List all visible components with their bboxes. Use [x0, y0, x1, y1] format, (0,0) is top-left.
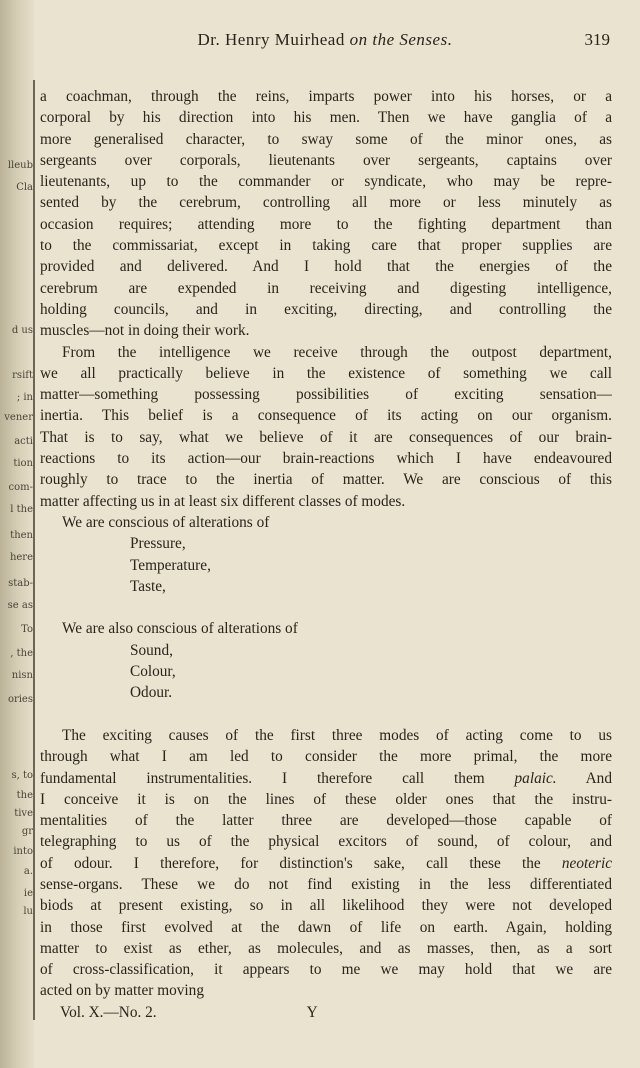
margin-note: here [9, 552, 33, 563]
text-line: more generalised character, to sway some of the minor ones, as [40, 130, 612, 148]
text-line: of odour. I therefore, for distinction's sake, call these the neoteric [40, 854, 612, 872]
text-line [40, 597, 612, 618]
running-title: Dr. Henry Muirhead on the Senses. [197, 30, 453, 49]
running-header [40, 30, 610, 54]
text-line: matter—something possessing possibilities of exciting sensation— [40, 386, 612, 404]
margin-note: lleub [7, 160, 33, 171]
margin-note: then [10, 530, 33, 541]
text-line: We are also conscious of alterations of [62, 620, 298, 638]
margin-note: stab- [8, 578, 33, 589]
text-line: Odour. [130, 684, 173, 702]
text-line: sergeants over corporals, lieutenants over sergeants, captains over [40, 151, 612, 169]
text-line: We are conscious of alterations of [62, 513, 270, 531]
text-line: corporal by his direction into his men. Then we have ganglia of a [40, 109, 612, 127]
text-line: Colour, [130, 663, 176, 681]
margin-note: se as [7, 600, 33, 611]
text-line: acted on by matter moving [40, 982, 204, 1000]
margin-note: d us [11, 325, 33, 336]
text-line: Pressure, [130, 535, 186, 553]
margin-note: To [21, 624, 33, 635]
margin-note: nisn [11, 670, 33, 681]
text-line: sense-organs. These we do not find existing in the less differentiated [40, 875, 612, 893]
binding-edge [33, 80, 35, 1020]
margin-note: the [16, 790, 33, 801]
page-body-text [40, 86, 612, 1023]
text-line: matter to exist as ether, as molecules, and as masses, then, as a sort [40, 939, 612, 957]
text-line: From the intelligence we receive through the outpost department, [62, 343, 612, 361]
margin-note: tion [13, 458, 33, 469]
text-line [40, 704, 612, 725]
text-line: in those first evolved at the dawn of life on earth. Again, holding [40, 918, 612, 936]
text-line: inertia. This belief is a consequence of its acting on our organism. [40, 407, 612, 425]
margin-note: acti [14, 436, 33, 447]
text-line: cerebrum are expended in receiving and digesting intelligence, [40, 279, 612, 297]
margin-note: tive [14, 808, 33, 819]
text-line: provided and delivered. And I hold that the energies of the [40, 258, 612, 276]
text-line: holding councils, and in exciting, directing, and controlling the [40, 300, 612, 318]
text-line: lieutenants, up to the commander or syndicate, who may be repre- [40, 173, 612, 191]
margin-note: Cla [16, 182, 33, 193]
text-line: The exciting causes of the first three modes of acting come to us [62, 726, 612, 744]
margin-note: a. [23, 866, 33, 877]
margin-note: ories [7, 694, 33, 705]
signature-mark: Y [306, 1003, 318, 1021]
margin-note: rsift [12, 370, 33, 381]
text-line: muscles—not in doing their work. [40, 322, 250, 340]
text-line: occasion requires; attending more to the fighting department than [40, 215, 612, 233]
text-line: I conceive it is on the lines of these older ones that the instru- [40, 790, 612, 808]
page-number: 319 [584, 30, 610, 49]
text-line: through what I am led to consider the more primal, the more [40, 748, 612, 766]
margin-note: into [13, 846, 33, 857]
text-line: fundamental instrumentalities. I therefore call them palaic. And [40, 769, 612, 787]
margin-note: gr [21, 826, 33, 837]
text-line: biods at present existing, so in all likelihood they were not developed [40, 897, 612, 915]
margin-note: lu [23, 906, 33, 917]
text-line: a coachman, through the reins, imparts power into his horses, or a [40, 88, 612, 105]
text-line: of cross-classification, it appears to me we may hold that we are [40, 961, 612, 979]
margin-note: s, to [11, 770, 33, 781]
text-line: Temperature, [130, 556, 211, 574]
text-line: telegraphing to us of the physical excitors of sound, of colour, and [40, 833, 612, 851]
text-line: to the commissariat, except in taking care that proper supplies are [40, 237, 612, 255]
text-line: reactions to its action—our brain-reactions which I have endeavoured [40, 450, 612, 468]
text-line: Taste, [130, 577, 166, 595]
text-line: Sound, [130, 641, 173, 659]
margin-note: , the [10, 648, 33, 659]
text-line: sented by the cerebrum, controlling all more or less minutely as [40, 194, 612, 212]
margin-note: ; in [16, 392, 33, 403]
margin-note: l the [10, 504, 33, 515]
text-line: That is to say, what we believe of it are consequences of our brain- [40, 428, 612, 446]
text-line: matter affecting us in at least six different classes of modes. [40, 492, 406, 510]
text-line: roughly to trace to the inertia of matter. We are conscious of this [40, 471, 612, 489]
margin-note: vener [4, 412, 33, 423]
signature-footer [40, 1002, 612, 1023]
margin-note: com- [8, 482, 33, 493]
volume-number: Vol. X.—No. 2. [60, 1003, 157, 1021]
text-line: mentalities of the latter three are developed—those capable of [40, 812, 612, 830]
margin-note: ie [23, 888, 33, 899]
text-line: we all practically believe in the existence of something we call [40, 364, 612, 382]
